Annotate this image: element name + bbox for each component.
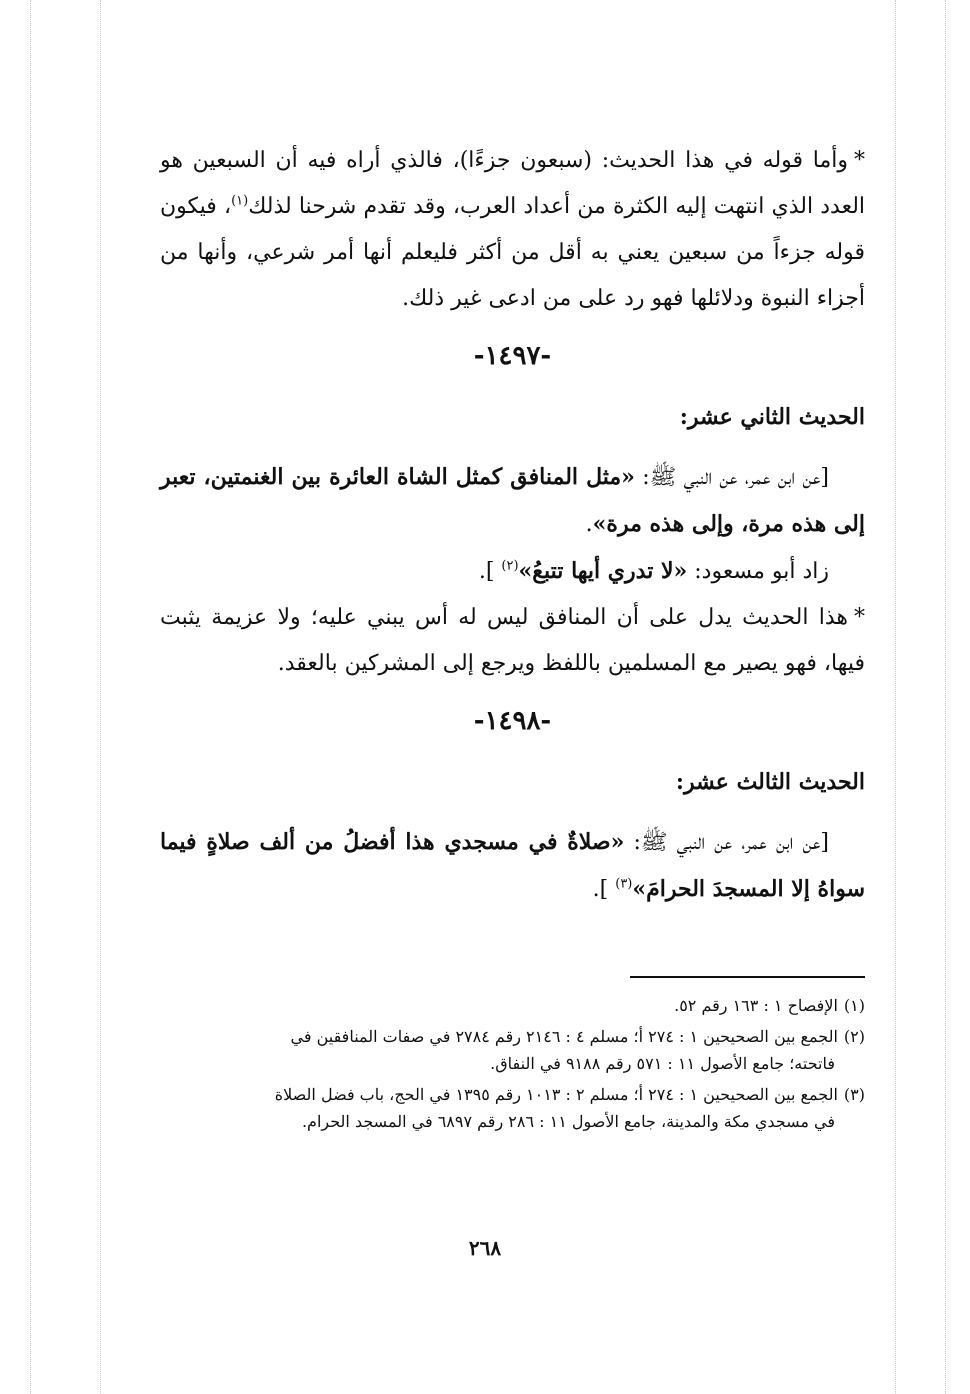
- footnote-label: (١): [843, 996, 865, 1015]
- hadith-opening: [عن ابن عمر، عن النبي ﷺ:: [634, 465, 829, 490]
- footnote-ref-3: (٣): [615, 876, 633, 892]
- intro-text-continued: ، فيكون قوله جزءاً من سبعين يعني به أقل من أكثر فليعلم أنها أمر شرعي، وأنها من أجزاء النبوة ودلائلها فهو رد على من ادعى غير ذلك.: [160, 194, 865, 311]
- page-body: [160, 138, 865, 913]
- footnotes-section: [160, 976, 865, 1139]
- intro-paragraph: [160, 138, 865, 322]
- footnote-2: [160, 1023, 865, 1077]
- dotted-guide-line: [30, 0, 31, 1394]
- footnote-label: (٣): [843, 1085, 865, 1104]
- hadith-text-13: [160, 819, 865, 913]
- hadith-heading-13: الحديث الثالث عشر:: [675, 769, 865, 795]
- hadith-opening: [عن ابن عمر، عن النبي ﷺ:: [624, 830, 829, 855]
- footnote-text-continued: في مسجدي مكة والمدينة، جامع الأصول ١١ : ٢٨٦ رقم ٦٨٩٧ في المسجد الحرام.: [301, 1112, 835, 1131]
- footnote-text-continued: فاتحته؛ جامع الأصول ١١ : ٥٧١ رقم ٩١٨٨ في النفاق.: [490, 1054, 835, 1073]
- asterisk-marker: *: [854, 148, 865, 173]
- addition-end: ].: [478, 559, 502, 584]
- hadith-quote: «مثل المنافق كمثل الشاة العائرة بين الغنمتين، تعبر إلى هذه مرة، وإلى هذه مرة»: [160, 464, 865, 537]
- asterisk-marker: *: [854, 605, 865, 630]
- commentary-paragraph: [160, 595, 865, 687]
- dotted-guide-line: [945, 0, 946, 1394]
- footnote-text: الجمع بين الصحيحين ١ : ٢٧٤ أ؛ مسلم ٢ : ١٠١٣ رقم ١٣٩٥ في الحج، باب فضل الصلاة: [274, 1085, 838, 1104]
- dotted-guide-line: [895, 0, 896, 1394]
- footnote-label: (٢): [843, 1027, 865, 1046]
- footnote-text: الجمع بين الصحيحين ١ : ٢٧٤ أ؛ مسلم ٤ : ٢١٤٦ رقم ٢٧٨٤ في صفات المنافقين في: [290, 1027, 838, 1046]
- hadith-quote: «صلاةٌ في مسجدي هذا أفضلُ من ألف صلاةٍ فيما سواهُ إلا المسجدَ الحرامَ»: [160, 829, 865, 902]
- hadith-end: ].: [592, 877, 616, 902]
- page-number: ٢٦٨: [468, 1236, 502, 1260]
- footnote-divider: [630, 976, 865, 978]
- addition-prefix: زاد أبو مسعود:: [687, 559, 829, 584]
- hadith-number-1497: -١٤٩٧-: [473, 341, 552, 371]
- addition-quote: «لا تدري أيها تتبعُ»: [518, 558, 688, 584]
- hadith-text-12: [160, 454, 865, 548]
- hadith-quote-end: .: [585, 512, 593, 537]
- footnote-3: [160, 1081, 865, 1135]
- hadith-heading-12: الحديث الثاني عشر:: [679, 404, 865, 430]
- footnote-text: الإفصاح ١ : ١٦٣ رقم ٥٢.: [674, 996, 838, 1015]
- footnote-1: [160, 992, 865, 1019]
- footnote-ref-2: (٢): [501, 558, 519, 574]
- commentary-text: هذا الحديث يدل على أن المنافق ليس له أس يبني عليه؛ ولا عزيمة يثبت فيها، فهو يصير مع المسلمين باللفظ ويرجع إلى المشركين بالعقد.: [160, 605, 865, 676]
- hadith-addition: [160, 548, 865, 595]
- hadith-number-1498: -١٤٩٨-: [473, 706, 552, 736]
- footnote-ref-1: (١): [231, 193, 249, 209]
- intro-text: وأما قوله في هذا الحديث: (سبعون جزءًا)، فالذي أراه فيه أن السبعين هو العدد الذي انتهت إليه الكثرة من أعداد العرب، وقد تقدم شرحنا لذلك: [160, 148, 866, 219]
- dotted-guide-line: [100, 0, 101, 1394]
